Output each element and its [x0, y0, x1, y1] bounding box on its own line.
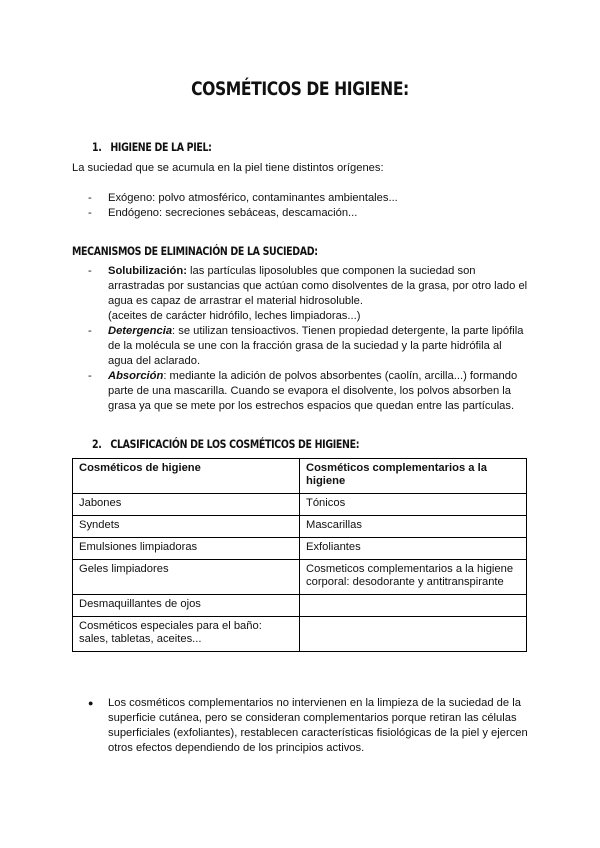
page-title: COSMÉTICOS DE HIGIENE: [191, 78, 409, 100]
table-row [73, 595, 527, 617]
note-text: Los cosméticos complementarios no intervienen en la limpieza de la suciedad de la superficie cutánea, pero se consideran complementarios porque retiran las células superficiales (exfoliantes), restablecen características fisiológicas de la piel y ejercen otros efectos dependiendo de los principios activos. [108, 697, 528, 754]
list-item: - Exógeno: polvo atmosférico, contaminantes ambientales... [88, 192, 398, 204]
section2-heading [92, 437, 359, 451]
origin-exogeno: Exógeno: polvo atmosférico, contaminantes ambientales... [108, 192, 398, 204]
header-complementarios: Cosméticos complementarios a la higiene [300, 459, 527, 494]
term-detergencia: Detergencia [108, 325, 173, 337]
list-item: - Solubilización: las partículas liposolubles que componen la suciedad son arrastradas por sustancias que actúan como disolventes de la grasa, por otro lado el agua es capaz de arrastrar el material hidrosoluble. (aceites de carácter hidrófilo, leches limpiadoras...) [88, 265, 528, 322]
list-item: - Absorción: mediante la adición de polvos absorbentes (caolín, arcilla...) formando parte de una mascarilla. Cuando se evapora el disolvente, los polvos absorben la grasa ya que se mete por los estrechos espacios que quedan entre las partículas. [88, 370, 518, 412]
table-cell [300, 617, 527, 652]
table-header-row [73, 459, 527, 494]
table-cell: Mascarillas [300, 516, 527, 538]
table-row [73, 538, 527, 560]
section1-title: HIGIENE DE LA PIEL: [110, 140, 212, 154]
table-cell: Syndets [73, 516, 300, 538]
detergencia-text: : se utilizan tensioactivos. Tienen propiedad detergente, la parte lipófila de la molécula se une con la fracción grasa de la suciedad y la parte hidrófila al agua del aclarado. [108, 325, 524, 367]
solubilizacion-text: las partículas liposolubles que componen la suciedad son arrastradas por sustancias que actúan como disolventes de la grasa, por otro lado el agua es capaz de arrastrar el material hidrosoluble. [108, 265, 528, 307]
table-cell: Desmaquillantes de ojos [73, 595, 300, 617]
table-cell [300, 595, 527, 617]
table-cell: Emulsiones limpiadoras [73, 538, 300, 560]
table-row [73, 617, 527, 652]
table-cell: Cosmeticos complementarios a la higiene corporal: desodorante y antitranspirante [300, 560, 527, 595]
classification-table [72, 458, 527, 652]
term-solubilizacion: Solubilización: [108, 265, 187, 277]
table-cell: Geles limpiadores [73, 560, 300, 595]
section1-number: 1. [92, 140, 102, 154]
list-item: - Detergencia: se utilizan tensioactivos. Tienen propiedad detergente, la parte lipófila de la molécula se une con la fracción grasa de la suciedad y la parte hidrófila al agua del aclarado. [88, 325, 524, 367]
section2-title: CLASIFICACIÓN DE LOS COSMÉTICOS DE HIGIENE: [110, 437, 360, 451]
term-absorcion: Absorción [108, 370, 164, 382]
absorcion-text: : mediante la adición de polvos absorbentes (caolín, arcilla...) formando parte de una mascarilla. Cuando se evapora el disolvente, los polvos absorben la grasa ya que se mete por los estrechos espacios que quedan entre las partículas. [108, 370, 518, 412]
note-bullet [88, 696, 528, 756]
table-row [73, 516, 527, 538]
table-cell: Cosméticos especiales para el baño: sales, tabletas, aceites... [73, 617, 300, 652]
section1-heading [92, 140, 212, 154]
section2-number: 2. [92, 437, 102, 451]
bullet-dot-icon: ● [88, 698, 94, 708]
section1-intro: La suciedad que se acumula en la piel tiene distintos orígenes: [72, 162, 384, 174]
mechanisms-list [88, 264, 528, 414]
table-row [73, 560, 527, 595]
list-item: - Endógeno: secreciones sebáceas, descamación... [88, 207, 358, 219]
mechanisms-heading: MECANISMOS DE ELIMINACIÓN DE LA SUCIEDAD: [72, 244, 318, 258]
solubilizacion-extra: (aceites de carácter hidrófilo, leches limpiadoras...) [108, 310, 361, 322]
table-cell: Jabones [73, 494, 300, 516]
table-cell: Exfoliantes [300, 538, 527, 560]
origin-endogeno: Endógeno: secreciones sebáceas, descamación... [108, 207, 358, 219]
origins-list [88, 191, 528, 221]
table-cell: Tónicos [300, 494, 527, 516]
table-row [73, 494, 527, 516]
header-higiene: Cosméticos de higiene [73, 459, 300, 494]
